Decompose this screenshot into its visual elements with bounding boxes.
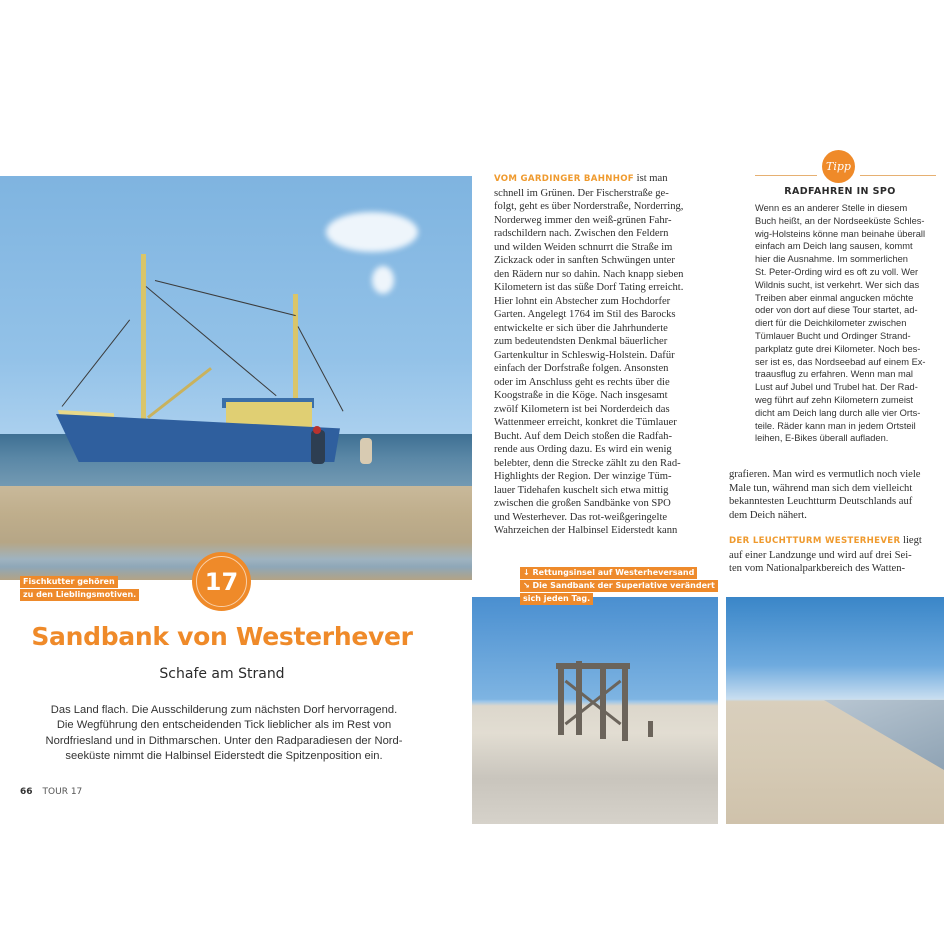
body-line: belebter, denn die Strecke zählt zu den Rad- bbox=[494, 457, 681, 469]
body-line: Gartenkultur in Schleswig-Holstein. Dafür bbox=[494, 349, 675, 361]
body-line: einfach der Dorfstraße folgen. Ansonsten bbox=[494, 363, 669, 374]
body-line: Highlights der Region. Der winzige Tüm- bbox=[494, 471, 672, 482]
tipp-line: teile. Räder kann man in jedem Ortsteil bbox=[755, 420, 916, 431]
tipp-line: Buch heißt, an der Nordseeküste Schles- bbox=[755, 215, 925, 226]
body-line: dem Deich nähert. bbox=[729, 509, 807, 521]
intro-line: seeküste nimmt die Halbinsel Eiderstedt die Spitzenposition ein. bbox=[65, 749, 383, 762]
body-line: Kilometern ist das süße Dorf Tating erreicht. bbox=[494, 282, 684, 293]
tipp-line: oder von dort auf diese Tour startet, ad- bbox=[755, 305, 918, 316]
body-line: grafieren. Man wird es vermutlich noch viele bbox=[729, 469, 921, 480]
tipp-line: wig-Holsteins könne man beinahe überall bbox=[755, 228, 926, 239]
running-head: TOUR 17 bbox=[42, 787, 83, 797]
page-number: 66 bbox=[20, 787, 33, 797]
body-line: lauer Tidehafen kuschelt sich etwa mittig bbox=[494, 484, 669, 496]
tipp-line: ser ist es, das Nordseebad auf einem Ex- bbox=[755, 356, 926, 367]
body-line: bekanntesten Leuchtturm Deutschlands auf bbox=[729, 496, 913, 507]
caption-line: ↓ Rettungsinsel auf Westerheversand bbox=[520, 567, 697, 579]
body-line: folgt, geht es über Norderstraße, Norderring, bbox=[494, 201, 684, 212]
tipp-line: Wildnis sucht, ist verkehrt. Wer sich das bbox=[755, 279, 920, 290]
body-line: Koogstraße in die Köge. Nach insgesamt bbox=[494, 390, 668, 401]
section-lead: VOM GARDINGER BAHNHOF bbox=[494, 174, 634, 184]
page-footer bbox=[20, 787, 82, 797]
boat-photo-caption bbox=[20, 576, 139, 601]
intro-paragraph bbox=[24, 703, 424, 764]
body-line: den Rädern nur so dahin. Nach knapp sieben bbox=[494, 268, 684, 280]
body-line: Male tun, während man sich dem vielleicht bbox=[729, 482, 913, 494]
body-line: entwickelte er sich über die Jahrhunderte bbox=[494, 322, 668, 334]
body-line: Zickzack oder in sanften Schwüngen unter bbox=[494, 255, 675, 266]
tipp-line: Tümlauer Bucht und Ordinger Strand- bbox=[755, 330, 911, 341]
body-line bbox=[494, 172, 722, 187]
body-line: schnell im Grünen. Der Fischerstraße ge- bbox=[494, 187, 669, 199]
fishing-boat-photo bbox=[0, 176, 472, 580]
tipp-line: Treiben aber einmal angucken möchte bbox=[755, 292, 914, 303]
body-line: Garten. Angelegt 1764 im Stil des Barocks bbox=[494, 309, 676, 320]
body-line: ten vom Nationalparkbereich des Watten- bbox=[729, 563, 906, 574]
page-subtitle: Schafe am Strand bbox=[159, 666, 285, 682]
tipp-line: leihen, E-Bikes überall aufladen. bbox=[755, 433, 889, 444]
intro-line: Die Wegführung den entscheidenden Tick lieblicher als im Rest von bbox=[56, 719, 392, 732]
tipp-badge-label: Tipp bbox=[826, 160, 851, 173]
body-line: rende aus Ording dazu. Es wird ein wenig bbox=[494, 444, 672, 455]
tipp-body bbox=[755, 202, 944, 445]
tipp-line: diert für die Deichkilometer zwischen bbox=[755, 318, 907, 329]
tipp-line: einfach am Deich lang sausen, kommt bbox=[755, 241, 913, 252]
tipp-heading: RADFAHREN IN SPO bbox=[784, 186, 896, 197]
tipp-line: traausflug zu erfahren. Wenn man mal bbox=[755, 369, 913, 380]
body-line: zwölf Kilometern ist bei Norderdeich das bbox=[494, 403, 670, 415]
body-line: und wilden Weiden schnurrt die Straße im bbox=[494, 241, 673, 253]
lead-rest: ist man bbox=[633, 173, 668, 184]
tour-number: 17 bbox=[204, 567, 239, 596]
body-line bbox=[729, 534, 944, 549]
intro-line: Das Land flach. Die Ausschilderung zum nächsten Dorf hervorragend. bbox=[50, 704, 398, 716]
body-line: auf einer Landzunge und wird auf drei Sei- bbox=[729, 549, 912, 561]
tipp-line: St. Peter-Ording wird es oft zu voll. Wer bbox=[755, 266, 919, 277]
caption-line: sich jeden Tag. bbox=[520, 593, 593, 605]
body-line: Bucht. Auf dem Deich stoßen die Radfah- bbox=[494, 430, 672, 442]
tipp-line: parkplatz gute drei Kilometer. Noch bes- bbox=[755, 343, 921, 354]
body-line: oder im Anschluss geht es rechts über die bbox=[494, 376, 670, 388]
body-line: radschildern nach. Zwischen den Feldern bbox=[494, 228, 669, 239]
body-line: Wahrzeichen der Halbinsel Eiderstedt kann bbox=[494, 525, 678, 536]
lead-rest: liegt bbox=[900, 535, 922, 546]
body-line: Wattenmeer erreicht, konkret die Tümlauer bbox=[494, 417, 677, 428]
intro-line: Nordfriesland und in Dithmarschen. Unter den Radparadiesen der Nord- bbox=[45, 734, 403, 747]
tipp-line: Wenn es an anderer Stelle in diesem bbox=[755, 203, 908, 213]
body-column-2 bbox=[729, 468, 944, 576]
page-title: Sandbank von Westerhever bbox=[31, 622, 413, 651]
tipp-line: weg führt auf zehn Kilometern zumeist bbox=[755, 394, 914, 405]
tipp-line: Lust auf Jubel und Trubel hat. Der Rad- bbox=[755, 382, 918, 393]
caption-line: zu den Lieblingsmotiven. bbox=[20, 589, 139, 601]
sandbank-photo bbox=[726, 597, 944, 824]
body-line: und Westerhever. Das rot-weißgeringelte bbox=[494, 511, 668, 523]
rescue-platform-photo bbox=[472, 597, 718, 824]
tipp-line: hier die Ausnahme. Im sommerlichen bbox=[755, 254, 908, 265]
tipp-divider-left bbox=[755, 175, 817, 176]
body-line: Hier lohnt ein Abstecher zum Hochdorfer bbox=[494, 295, 671, 307]
section-lead: DER LEUCHTTURM WESTERHEVER bbox=[729, 536, 901, 546]
body-column-1 bbox=[494, 172, 722, 538]
body-line: Norderweg immer den weiß-grünen Fahr- bbox=[494, 214, 672, 226]
tipp-divider-right bbox=[860, 175, 936, 176]
body-line: zwischen die großen Sandbänke von SPO bbox=[494, 498, 671, 509]
tipp-badge bbox=[822, 150, 855, 183]
caption-line: ↘ Die Sandbank der Superlative verändert bbox=[520, 580, 718, 592]
body-line: zum bedeutendsten Denkmal bäuerlicher bbox=[494, 336, 668, 347]
photo-captions bbox=[520, 567, 718, 605]
caption-line: Fischkutter gehören bbox=[20, 576, 118, 588]
tipp-line: dicht am Deich lang durch alle vier Orts- bbox=[755, 407, 921, 418]
tour-number-badge bbox=[192, 552, 251, 611]
